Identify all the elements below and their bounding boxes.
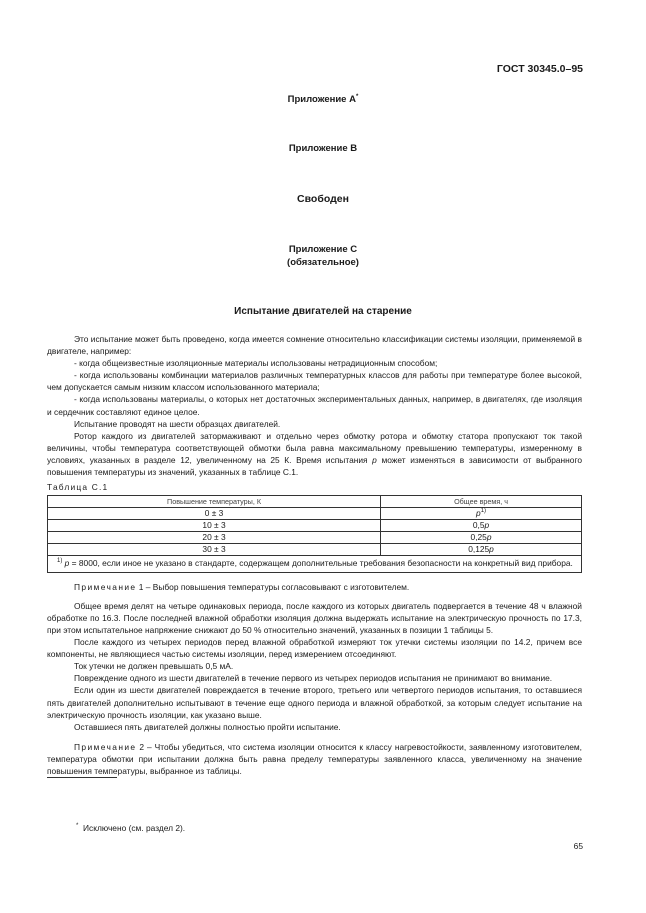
table-footnote: $^{1)}$ p = 8000, если иное не указано в стандарте, содержащем дополнительные требования безопасности на конкретный вид прибора. <box>48 556 582 573</box>
table-c1 <box>47 495 582 573</box>
paragraph: Повреждение одного из шести двигателей в течение первого из четырех периодов испытания не принимают во внимание. <box>74 673 553 684</box>
annex-c-heading: Приложение С <box>288 244 358 255</box>
note-1: Примечание 1 – Выбор повышения температуры согласовывают с изготовителем. <box>74 581 410 592</box>
table-footnote-row <box>48 556 582 573</box>
table-header-row <box>48 496 582 508</box>
annex-c-status: (обязательное) <box>287 257 359 268</box>
table-caption: Таблица С.1 <box>47 482 109 493</box>
table-row: 20 ± 3 0,25p <box>48 532 582 544</box>
footnote-text: Исключено (см. раздел 2). <box>83 823 186 833</box>
bullet-item: - когда использованы материалы, о которых нет достаточных экспериментальных данных, например, в двигателях, где изоляция и сердечник составляют единое целое. <box>47 394 582 417</box>
free-label: Свободен <box>297 193 349 205</box>
page-number: 65 <box>573 841 583 851</box>
annex-a-title: Приложение А <box>287 94 356 105</box>
bullet-item: - когда использованы комбинации материалов различных температурных классов для работы при температуре более высокой, чем допускается самым низким классом использованного материала; <box>47 370 582 393</box>
intro-paragraph: Это испытание может быть проведено, когда имеется сомнение относительно классификации системы изоляции, применяемой в двигателе, например: <box>47 334 582 357</box>
header-total-time: Общее время, ч <box>381 496 582 508</box>
section-title: Испытание двигателей на старение <box>234 306 412 317</box>
table-row: 30 ± 3 0,125p <box>48 544 582 556</box>
header-temperature-rise: Повышение температуры, К <box>48 496 381 508</box>
footnote-mark: * <box>76 823 79 830</box>
annex-b-heading: Приложение В <box>288 143 358 154</box>
paragraph: Ток утечки не должен превышать 0,5 мА. <box>74 661 234 672</box>
body-text <box>47 333 582 778</box>
note-2: Примечание 2 – Чтобы убедиться, что система изоляции относится к классу нагревостойкости, заявленному изготовителем, температура обмотки при испытании должна быть равна пределу температуры заявленного класса, увеличенному на значение повышения температуры, выбранное из таблицы. <box>47 741 582 777</box>
table-row: 10 ± 3 0,5p <box>48 520 582 532</box>
annex-a-heading <box>0 94 646 105</box>
paragraph: Оставшиеся пять двигателей должны полностью пройти испытание. <box>74 721 341 732</box>
bullet-item: - когда общеизвестные изоляционные материалы использованы нетрадиционным способом; <box>74 358 438 369</box>
annex-a-mark: * <box>355 93 359 100</box>
paragraph: Общее время делят на четыре одинаковых периода, после каждого из которых двигатель подвергается в течение 48 ч влажной обработке по 16.3. После последней влажной обработки изоляция должна выдержать испытание на электрическую прочность по 17.3, при этом испытательное напряжение снижают до 50 % относительно значений, указанных в позиции 1 таблицы 5. <box>47 600 582 635</box>
footnote-divider <box>47 777 117 778</box>
page-footnote <box>76 823 185 833</box>
paragraph: Если один из шести двигателей повреждается в течение второго, третьего или четвертого периодов испытания, то оставшиеся пять двигателей дополнительно испытывают в течение еще одного периода и влажной обработкой, за которым следует испытание на электрическую прочность изоляции, как указано выше. <box>47 685 582 720</box>
table-row: 0 ± 3 $p^{1)}$ <box>48 508 582 520</box>
standard-number: ГОСТ 30345.0–95 <box>496 63 583 75</box>
samples-paragraph: Испытание проводят на шести образцах двигателей. <box>74 418 281 429</box>
rotor-paragraph: Ротор каждого из двигателей затормаживают и отдельно через обмотку ротора и обмотку статора пропускают ток такой величины, чтобы температура соответствующей обмотки была равна максимальному превышению температуры, измеренному в условиях, указанных в разделе 12, увеличенному на 25 К. Время испытания p может изменяться в зависимости от выбранного повышения температуры из значений, указанных в таблице С.1. <box>47 430 582 478</box>
paragraph: После каждого из четырех периодов перед влажной обработкой измеряют ток утечки системы изоляции по 14.2, причем все компоненты, не являющиеся частью системы изоляции, перед измерением отсоединяют. <box>47 637 582 660</box>
